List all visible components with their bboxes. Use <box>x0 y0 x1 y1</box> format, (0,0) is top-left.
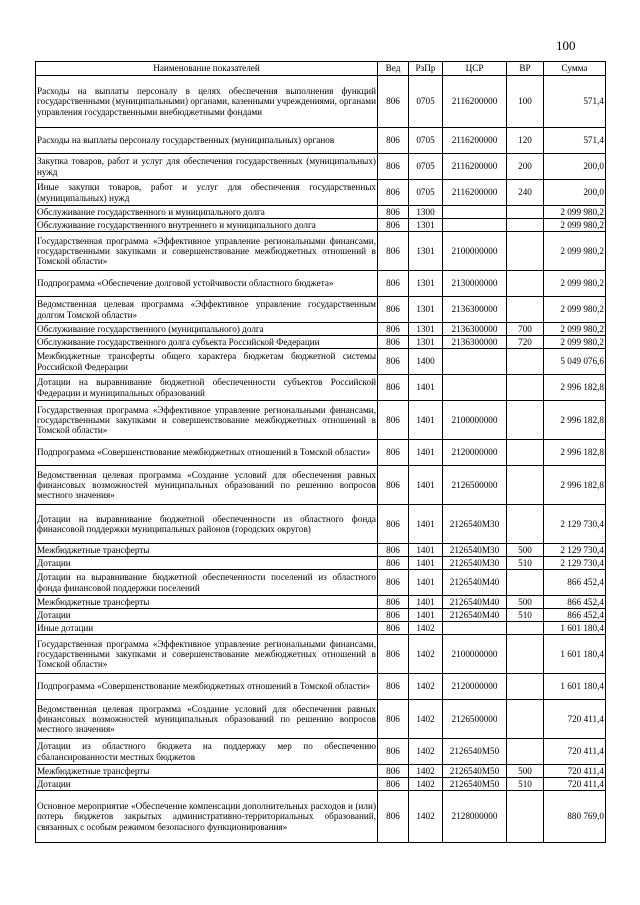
row-sum: 2 129 730,4 <box>544 557 606 570</box>
row-rzpr: 1401 <box>409 375 443 401</box>
row-ved: 806 <box>378 180 409 206</box>
row-rzpr: 1402 <box>409 635 443 674</box>
row-csr: 2126540М30 <box>443 544 507 557</box>
row-name: Обслуживание государственного внутреннего и муниципального долга <box>36 219 378 232</box>
row-sum: 5 049 076,6 <box>544 349 606 375</box>
row-sum: 2 996 182,8 <box>544 375 606 401</box>
row-csr: 2126500000 <box>443 700 507 739</box>
row-sum: 866 452,4 <box>544 570 606 596</box>
row-ved: 806 <box>378 700 409 739</box>
row-csr: 2126540М50 <box>443 765 507 778</box>
row-ved: 806 <box>378 219 409 232</box>
column-header-csr: ЦСР <box>443 62 507 76</box>
row-vr: 510 <box>507 609 544 622</box>
row-sum: 2 129 730,4 <box>544 505 606 544</box>
row-vr: 510 <box>507 778 544 791</box>
row-sum: 2 996 182,8 <box>544 401 606 440</box>
column-header-vr: ВР <box>507 62 544 76</box>
table-row <box>36 674 606 700</box>
table-row <box>36 570 606 596</box>
table-row <box>36 609 606 622</box>
row-name: Обслуживание государственного и муниципального долга <box>36 206 378 219</box>
row-name: Иные дотации <box>36 622 378 635</box>
row-rzpr: 1401 <box>409 466 443 505</box>
row-csr <box>443 375 507 401</box>
row-csr <box>443 349 507 375</box>
row-ved: 806 <box>378 505 409 544</box>
table-row <box>36 232 606 271</box>
row-csr: 2130000000 <box>443 271 507 297</box>
row-rzpr: 1402 <box>409 739 443 765</box>
row-rzpr: 1401 <box>409 557 443 570</box>
row-csr <box>443 206 507 219</box>
row-ved: 806 <box>378 401 409 440</box>
column-header-ved: Вед <box>378 62 409 76</box>
row-name: Дотации на выравнивание бюджетной обеспеченности из областного фонда финансовой поддержки муниципальных районов (городских округов) <box>36 505 378 544</box>
row-vr <box>507 232 544 271</box>
table-row <box>36 544 606 557</box>
row-rzpr: 1402 <box>409 791 443 843</box>
table-row <box>36 180 606 206</box>
table-row <box>36 401 606 440</box>
row-rzpr: 1301 <box>409 297 443 323</box>
row-vr: 700 <box>507 323 544 336</box>
row-vr: 100 <box>507 76 544 128</box>
row-ved: 806 <box>378 128 409 154</box>
row-ved: 806 <box>378 271 409 297</box>
row-rzpr: 0705 <box>409 180 443 206</box>
row-name: Межбюджетные трансферты <box>36 544 378 557</box>
row-ved: 806 <box>378 674 409 700</box>
row-sum: 880 769,0 <box>544 791 606 843</box>
row-ved: 806 <box>378 336 409 349</box>
row-ved: 806 <box>378 596 409 609</box>
row-csr: 2100000000 <box>443 401 507 440</box>
row-csr: 2128000000 <box>443 791 507 843</box>
row-rzpr: 1300 <box>409 206 443 219</box>
table-row <box>36 76 606 128</box>
table-row <box>36 128 606 154</box>
row-rzpr: 1301 <box>409 232 443 271</box>
row-name: Межбюджетные трансферты <box>36 596 378 609</box>
row-sum: 720 411,4 <box>544 778 606 791</box>
row-name: Расходы на выплаты персоналу в целях обеспечения выполнения функций государственными (муниципальными) органами, казенными учреждениями, органами управления государственными внебюджетными фондами <box>36 76 378 128</box>
row-ved: 806 <box>378 622 409 635</box>
row-sum: 720 411,4 <box>544 765 606 778</box>
table-row <box>36 206 606 219</box>
table-row <box>36 375 606 401</box>
row-sum: 2 996 182,8 <box>544 466 606 505</box>
table-row <box>36 700 606 739</box>
row-name: Межбюджетные трансферты <box>36 765 378 778</box>
row-ved: 806 <box>378 635 409 674</box>
row-name: Закупка товаров, работ и услуг для обеспечения государственных (муниципальных) нужд <box>36 154 378 180</box>
table-row <box>36 466 606 505</box>
row-rzpr: 1402 <box>409 778 443 791</box>
row-rzpr: 1401 <box>409 570 443 596</box>
row-vr <box>507 466 544 505</box>
row-vr <box>507 700 544 739</box>
table-row <box>36 622 606 635</box>
budget-table <box>35 61 606 843</box>
row-name: Подпрограмма «Совершенствование межбюджетных отношений в Томской области» <box>36 674 378 700</box>
row-vr: 200 <box>507 154 544 180</box>
row-csr: 2116200000 <box>443 180 507 206</box>
row-ved: 806 <box>378 466 409 505</box>
table-row <box>36 271 606 297</box>
row-rzpr: 1301 <box>409 323 443 336</box>
row-csr: 2126540М50 <box>443 778 507 791</box>
row-vr: 240 <box>507 180 544 206</box>
row-csr: 2126540М50 <box>443 739 507 765</box>
row-rzpr: 1401 <box>409 505 443 544</box>
table-body <box>36 76 606 843</box>
row-vr: 720 <box>507 336 544 349</box>
row-vr <box>507 505 544 544</box>
page-number: 100 <box>556 38 576 53</box>
row-csr: 2100000000 <box>443 232 507 271</box>
table-row <box>36 349 606 375</box>
row-ved: 806 <box>378 206 409 219</box>
row-name: Государственная программа «Эффективное управление региональными финансами, государственными закупками и совершенствование межбюджетных отношений в Томской области» <box>36 635 378 674</box>
row-sum: 200,0 <box>544 180 606 206</box>
table-row <box>36 739 606 765</box>
row-sum: 2 099 980,2 <box>544 297 606 323</box>
table-row <box>36 557 606 570</box>
row-sum: 2 099 980,2 <box>544 206 606 219</box>
row-csr: 2126540М40 <box>443 609 507 622</box>
row-rzpr: 1301 <box>409 336 443 349</box>
row-csr: 2126540М30 <box>443 505 507 544</box>
row-ved: 806 <box>378 557 409 570</box>
row-vr: 500 <box>507 544 544 557</box>
table-row <box>36 219 606 232</box>
column-header-name: Наименование показателей <box>36 62 378 76</box>
row-rzpr: 1402 <box>409 700 443 739</box>
row-sum: 2 996 182,8 <box>544 440 606 466</box>
row-name: Ведомственная целевая программа «Создание условий для обеспечения равных финансовых возможностей муниципальных образований по решению вопросов местного значения» <box>36 466 378 505</box>
row-ved: 806 <box>378 440 409 466</box>
table-row <box>36 778 606 791</box>
row-sum: 571,4 <box>544 128 606 154</box>
row-name: Обслуживание государственного долга субъекта Российской Федерации <box>36 336 378 349</box>
row-sum: 200,0 <box>544 154 606 180</box>
row-vr <box>507 271 544 297</box>
table-row <box>36 791 606 843</box>
row-csr: 2100000000 <box>443 635 507 674</box>
row-vr: 500 <box>507 596 544 609</box>
row-vr <box>507 635 544 674</box>
row-name: Дотации <box>36 557 378 570</box>
row-ved: 806 <box>378 297 409 323</box>
row-sum: 720 411,4 <box>544 700 606 739</box>
row-name: Расходы на выплаты персоналу государственных (муниципальных) органов <box>36 128 378 154</box>
row-rzpr: 1402 <box>409 622 443 635</box>
row-rzpr: 1401 <box>409 609 443 622</box>
column-header-rzpr: РзПр <box>409 62 443 76</box>
row-name: Ведомственная целевая программа «Эффективное управление государственным долгом Томской области» <box>36 297 378 323</box>
row-rzpr: 1401 <box>409 596 443 609</box>
row-sum: 2 099 980,2 <box>544 323 606 336</box>
row-ved: 806 <box>378 544 409 557</box>
row-name: Дотации <box>36 778 378 791</box>
row-vr <box>507 622 544 635</box>
row-name: Основное мероприятие «Обеспечение компенсации дополнительных расходов и (или) потерь бюджетов закрытых административно-территориальных образований, связанных с особым режимом безопасного функционирования» <box>36 791 378 843</box>
row-rzpr: 1401 <box>409 440 443 466</box>
row-name: Дотации на выравнивание бюджетной обеспеченности субъектов Российской Федерации и муниципальных образований <box>36 375 378 401</box>
row-rzpr: 1402 <box>409 765 443 778</box>
row-rzpr: 1402 <box>409 674 443 700</box>
row-csr: 2126540М30 <box>443 557 507 570</box>
row-csr <box>443 219 507 232</box>
row-name: Дотации <box>36 609 378 622</box>
row-name: Дотации на выравнивание бюджетной обеспеченности поселений из областного фонда финансовой поддержки поселений <box>36 570 378 596</box>
row-csr: 2116200000 <box>443 128 507 154</box>
row-sum: 866 452,4 <box>544 596 606 609</box>
row-rzpr: 1401 <box>409 544 443 557</box>
row-rzpr: 0705 <box>409 128 443 154</box>
row-csr: 2136300000 <box>443 297 507 323</box>
row-name: Обслуживание государственного (муниципального) долга <box>36 323 378 336</box>
row-rzpr: 0705 <box>409 154 443 180</box>
row-sum: 2 099 980,2 <box>544 219 606 232</box>
row-sum: 2 099 980,2 <box>544 232 606 271</box>
row-vr <box>507 375 544 401</box>
row-ved: 806 <box>378 765 409 778</box>
row-sum: 2 099 980,2 <box>544 271 606 297</box>
row-vr: 120 <box>507 128 544 154</box>
row-ved: 806 <box>378 778 409 791</box>
row-rzpr: 1401 <box>409 401 443 440</box>
row-vr <box>507 791 544 843</box>
table-row <box>36 505 606 544</box>
row-sum: 1 601 180,4 <box>544 674 606 700</box>
row-vr <box>507 219 544 232</box>
row-sum: 1 601 180,4 <box>544 622 606 635</box>
column-header-sum: Сумма <box>544 62 606 76</box>
row-csr: 2126540М40 <box>443 596 507 609</box>
row-ved: 806 <box>378 570 409 596</box>
row-ved: 806 <box>378 791 409 843</box>
row-csr: 2116200000 <box>443 76 507 128</box>
row-csr: 2116200000 <box>443 154 507 180</box>
row-vr <box>507 440 544 466</box>
row-vr <box>507 206 544 219</box>
row-vr <box>507 401 544 440</box>
row-vr: 500 <box>507 765 544 778</box>
row-vr <box>507 297 544 323</box>
row-name: Государственная программа «Эффективное управление региональными финансами, государственными закупками и совершенствование межбюджетных отношений в Томской области» <box>36 232 378 271</box>
row-csr: 2126500000 <box>443 466 507 505</box>
row-csr: 2126540М40 <box>443 570 507 596</box>
row-sum: 720 411,4 <box>544 739 606 765</box>
row-ved: 806 <box>378 76 409 128</box>
row-sum: 2 099 980,2 <box>544 336 606 349</box>
table-row <box>36 323 606 336</box>
row-name: Дотации из областного бюджета на поддержку мер по обеспечению сбалансированности местных бюджетов <box>36 739 378 765</box>
table-row <box>36 297 606 323</box>
row-name: Подпрограмма «Совершенствование межбюджетных отношений в Томской области» <box>36 440 378 466</box>
row-csr: 2136300000 <box>443 336 507 349</box>
row-vr <box>507 674 544 700</box>
row-sum: 571,4 <box>544 76 606 128</box>
row-rzpr: 1301 <box>409 219 443 232</box>
row-vr: 510 <box>507 557 544 570</box>
table-row <box>36 765 606 778</box>
row-sum: 2 129 730,4 <box>544 544 606 557</box>
table-row <box>36 635 606 674</box>
table-row <box>36 336 606 349</box>
row-ved: 806 <box>378 349 409 375</box>
row-csr: 2136300000 <box>443 323 507 336</box>
row-rzpr: 1301 <box>409 271 443 297</box>
row-ved: 806 <box>378 739 409 765</box>
row-ved: 806 <box>378 323 409 336</box>
row-name: Государственная программа «Эффективное управление региональными финансами, государственными закупками и совершенствование межбюджетных отношений в Томской области» <box>36 401 378 440</box>
row-vr <box>507 570 544 596</box>
row-sum: 1 601 180,4 <box>544 635 606 674</box>
table-row <box>36 440 606 466</box>
row-ved: 806 <box>378 609 409 622</box>
row-sum: 866 452,4 <box>544 609 606 622</box>
row-vr <box>507 739 544 765</box>
row-name: Ведомственная целевая программа «Создание условий для обеспечения равных финансовых возможностей муниципальных образований по решению вопросов местного значения» <box>36 700 378 739</box>
row-name: Иные закупки товаров, работ и услуг для обеспечения государственных (муниципальных) нужд <box>36 180 378 206</box>
row-rzpr: 1400 <box>409 349 443 375</box>
table-row <box>36 154 606 180</box>
row-name: Подпрограмма «Обеспечение долговой устойчивости областного бюджета» <box>36 271 378 297</box>
row-vr <box>507 349 544 375</box>
row-ved: 806 <box>378 154 409 180</box>
row-name: Межбюджетные трансферты общего характера бюджетам бюджетной системы Российской Федерации <box>36 349 378 375</box>
header-row <box>36 62 606 76</box>
row-csr: 2120000000 <box>443 440 507 466</box>
row-csr: 2120000000 <box>443 674 507 700</box>
row-ved: 806 <box>378 232 409 271</box>
table-row <box>36 596 606 609</box>
row-ved: 806 <box>378 375 409 401</box>
row-rzpr: 0705 <box>409 76 443 128</box>
row-csr <box>443 622 507 635</box>
